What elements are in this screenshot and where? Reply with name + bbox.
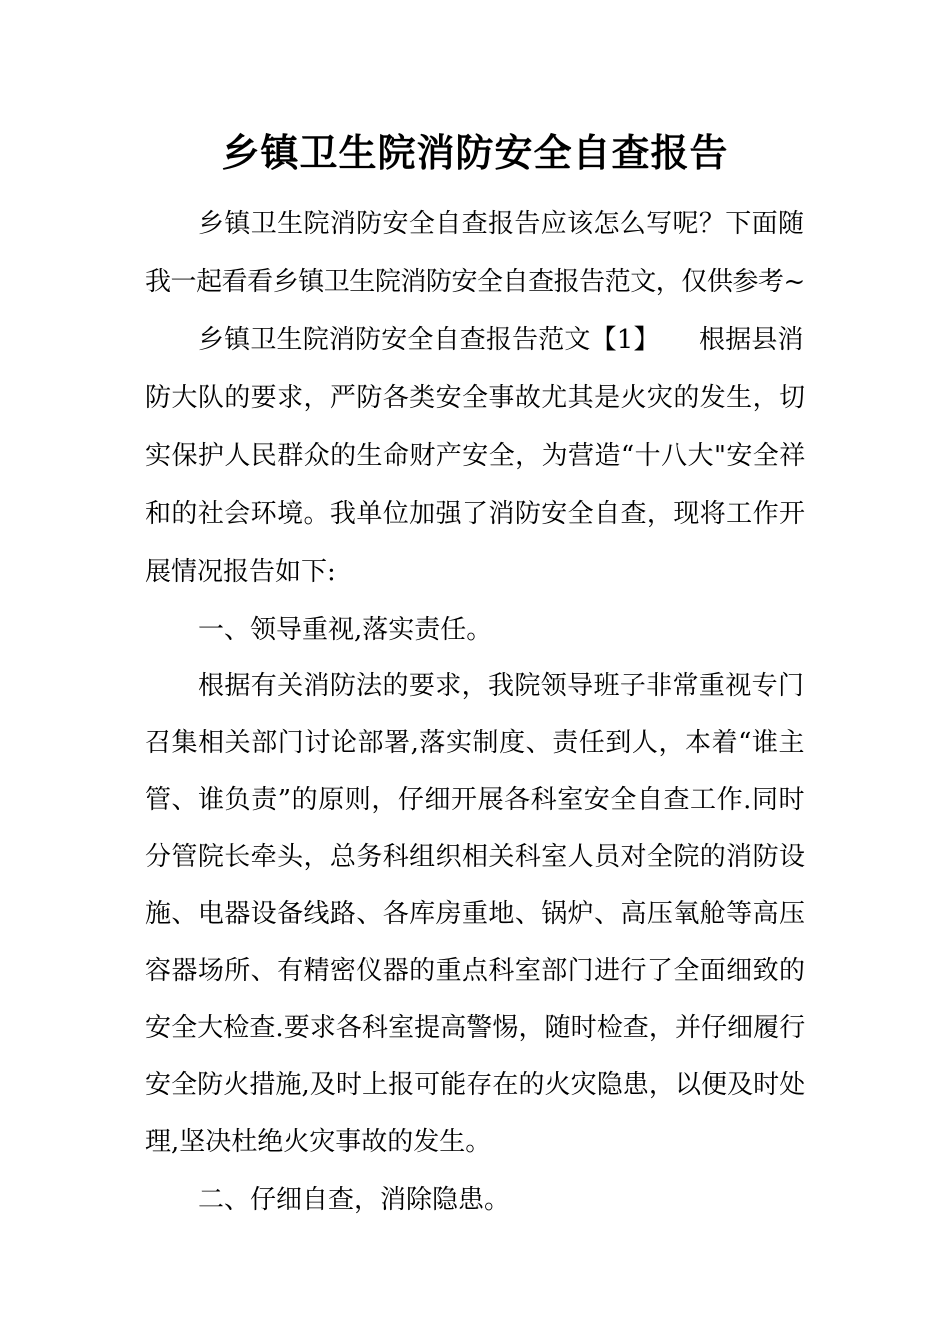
document-title: 乡镇卫生院消防安全自查报告 — [221, 130, 729, 175]
paragraph-line: 根据有关消防法的要求，我院领导班子非常重视专门 — [198, 671, 805, 701]
paragraph-line: 防大队的要求，严防各类安全事故尤其是火灾的发生，切 — [145, 383, 806, 413]
paragraph-line: 召集相关部门讨论部署,落实制度、责任到人，本着“谁主 — [145, 728, 806, 758]
paragraph-line: 施、电器设备线路、各库房重地、锅炉、高压氧舱等高压 — [145, 899, 806, 929]
paragraph-line: 我一起看看乡镇卫生院消防安全自查报告范文，仅供参考~ — [145, 267, 805, 297]
paragraph-line: 展情况报告如下: — [145, 557, 336, 587]
paragraph-line: 管、谁负责”的原则，仔细开展各科室安全自查工作.同时 — [145, 785, 806, 815]
paragraph-line: 理,坚决杜绝火灾事故的发生。 — [145, 1127, 492, 1157]
paragraph-line: 和的社会环境。我单位加强了消防安全自查，现将工作开 — [145, 499, 806, 529]
paragraph-line: 容器场所、有精密仪器的重点科室部门进行了全面细致的 — [145, 956, 806, 986]
section-heading: 二、仔细自查，消除隐患。 — [198, 1185, 511, 1215]
paragraph-line: 安全大检查.要求各科室提高警惕，随时检查，并仔细履行 — [145, 1013, 806, 1043]
section-heading: 一、领导重视,落实责任。 — [198, 615, 493, 645]
paragraph-line: 安全防火措施,及时上报可能存在的火灾隐患，以便及时处 — [145, 1070, 806, 1100]
paragraph-line: 实保护人民群众的生命财产安全，为营造“十八大"安全祥 — [145, 441, 806, 471]
paragraph-line: 乡镇卫生院消防安全自查报告范文【1】 根据县消 — [198, 325, 804, 355]
paragraph-line: 乡镇卫生院消防安全自查报告应该怎么写呢？下面随 — [198, 209, 805, 239]
paragraph-line: 分管院长牵头，总务科组织相关科室人员对全院的消防设 — [145, 842, 806, 872]
